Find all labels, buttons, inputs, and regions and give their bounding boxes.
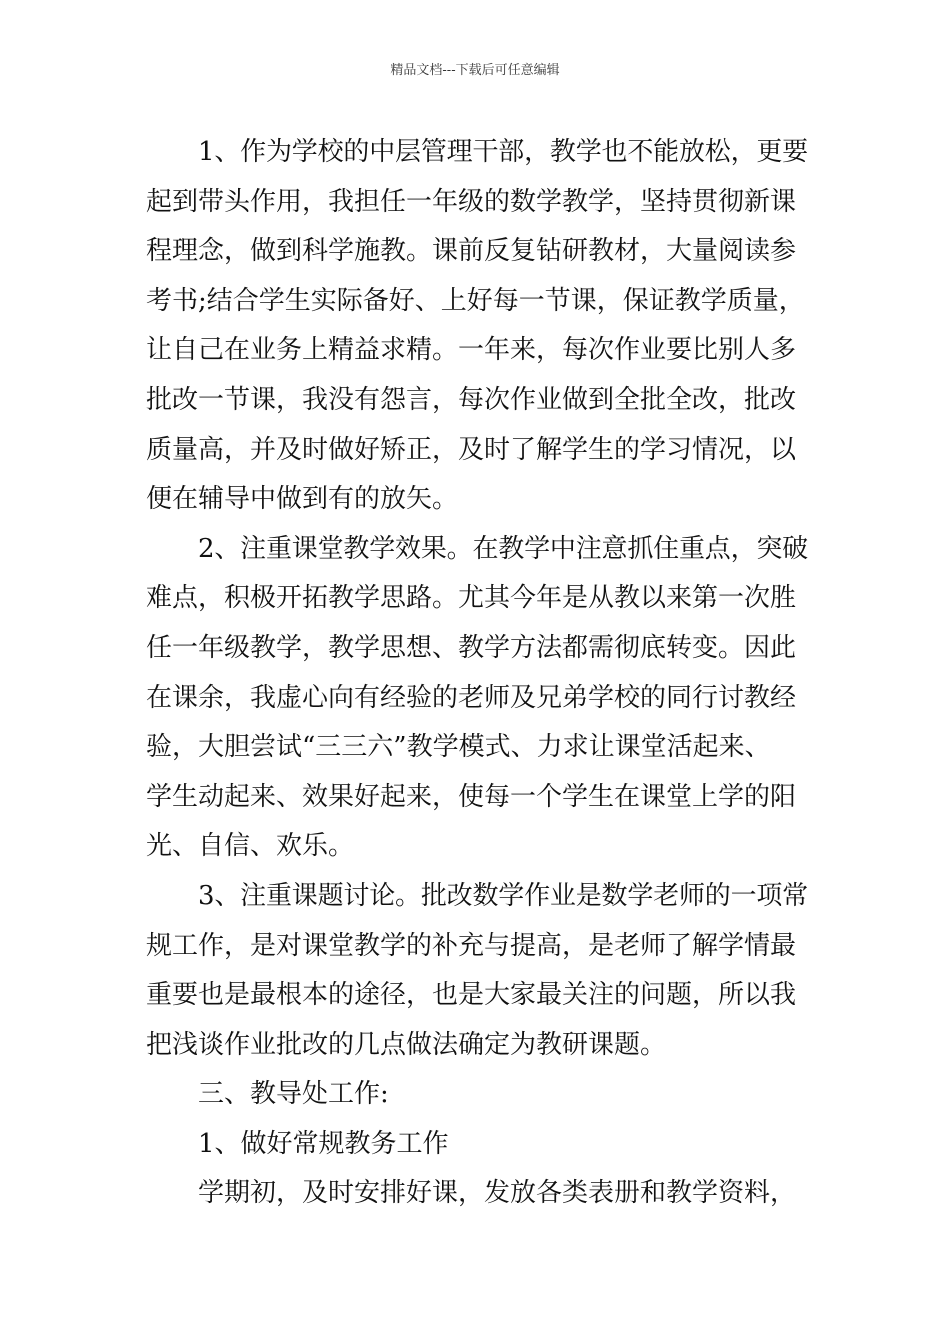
text-line: 程理念，做到科学施教。课前反复钻研教材，大量阅读参 — [146, 236, 797, 267]
text-line: 2、注重课堂教学效果。在教学中注意抓住重点，突破 — [198, 533, 808, 564]
text-line: 学生动起来、效果好起来，使每一个学生在课堂上学的阳 — [146, 781, 797, 812]
text-line: 让自己在业务上精益求精。一年来，每次作业要比别人多 — [146, 335, 797, 366]
text-line: 1、作为学校的中层管理干部，教学也不能放松，更要 — [198, 137, 808, 167]
text-line: 质量高，并及时做好矫正，及时了解学生的学习情况，以 — [146, 434, 797, 465]
text-line: 难点，积极开拓教学思路。尤其今年是从教以来第一次胜 — [146, 583, 797, 614]
text-line: 考书;结合学生实际备好、上好每一节课，保证教学质量， — [146, 285, 805, 316]
text-line: 规工作，是对课堂教学的补充与提高，是老师了解学情最 — [146, 930, 797, 961]
section-heading: 三、教导处工作: — [198, 1079, 389, 1110]
text-line: 任一年级教学，教学思想、教学方法都需彻底转变。因此 — [146, 632, 797, 663]
text-line: 便在辅导中做到有的放矢。 — [146, 484, 459, 515]
text-line: 学期初，及时安排好课，发放各类表册和教学资料， — [198, 1178, 797, 1209]
text-line: 批改一节课，我没有怨言，每次作业做到全批全改，批改 — [146, 384, 797, 415]
text-line: 光、自信、欢乐。 — [146, 831, 355, 862]
text-line: 重要也是最根本的途径，也是大家最关注的问题，所以我 — [146, 980, 797, 1011]
text-line: 把浅谈作业批改的几点做法确定为教研课题。 — [146, 1029, 667, 1060]
page-header: 精品文档---下载后可任意编辑 — [390, 63, 560, 78]
text-line: 起到带头作用，我担任一年级的数学教学，坚持贯彻新课 — [146, 186, 797, 217]
document-body — [146, 128, 808, 1219]
text-line: 验，大胆尝试“三三六”教学模式、力求让课堂活起来、 — [146, 732, 771, 763]
text-line: 在课余，我虚心向有经验的老师及兄弟学校的同行讨教经 — [146, 682, 797, 713]
text-line: 3、注重课题讨论。批改数学作业是数学老师的一项常 — [198, 880, 808, 911]
subsection-heading: 1、做好常规教务工作 — [198, 1128, 449, 1159]
